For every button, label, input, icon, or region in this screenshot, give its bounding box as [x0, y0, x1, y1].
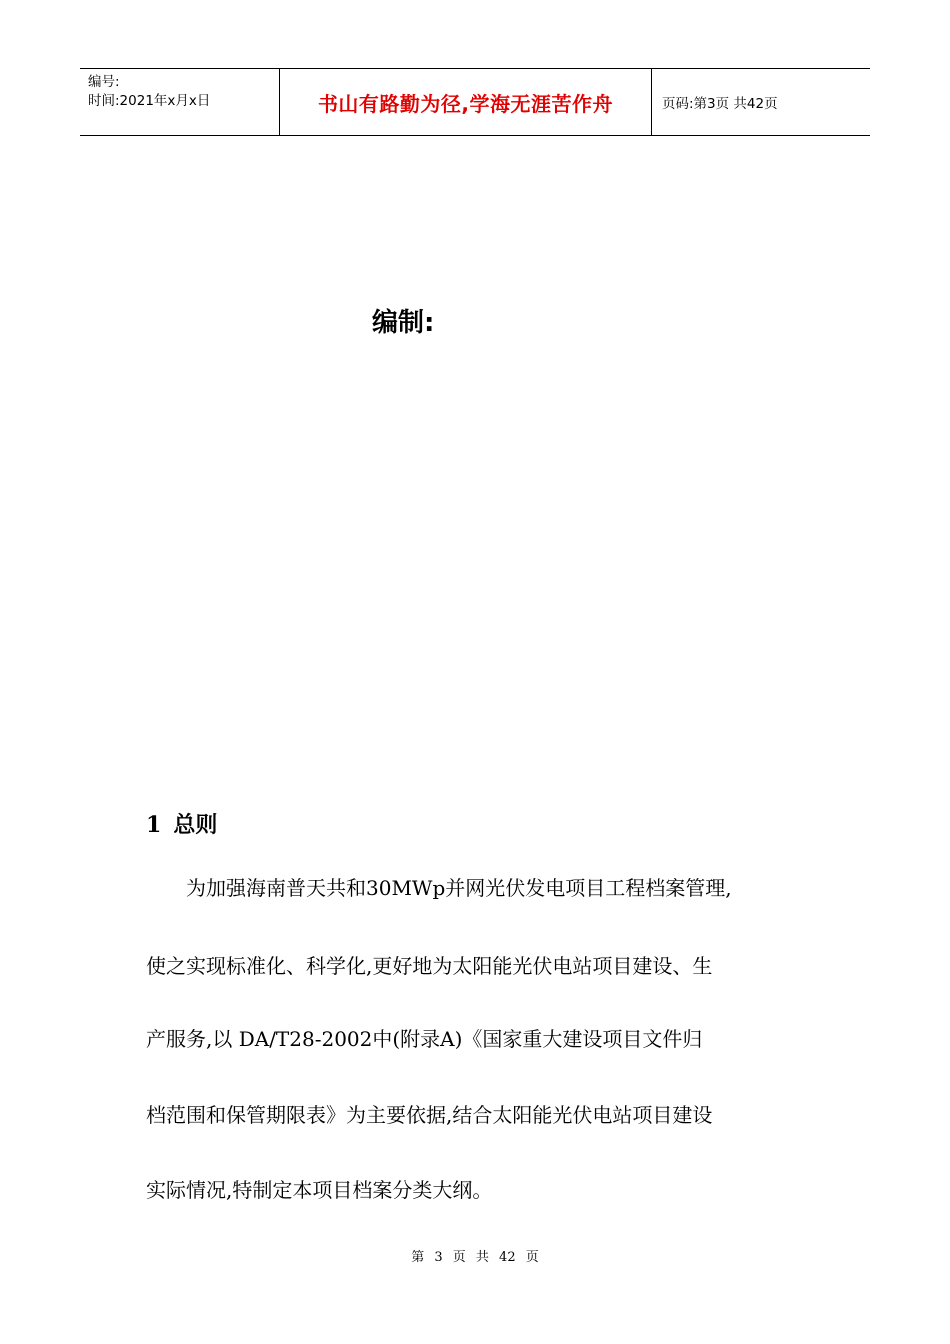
time-label: 时间:2021年x月x日 — [88, 93, 211, 109]
header-page-info: 页码:第3页 共42页 — [662, 96, 778, 112]
section-title: 总则 — [173, 812, 218, 838]
header-meta — [80, 69, 280, 135]
header-motto: 书山有路勤为径,学海无涯苦作舟 — [280, 69, 652, 135]
body-line: 使之实现标准化、科学化,更好地为太阳能光伏电站项目建设、生 — [146, 954, 713, 978]
section-number: 1 — [146, 812, 162, 838]
body-line: 为加强海南普天共和30MWp并网光伏发电项目工程档案管理, — [146, 876, 732, 900]
page-footer: 第 3 页 共 42 页 — [411, 1250, 539, 1265]
body-line: 产服务,以 DA/T28-2002中(附录A)《国家重大建设项目文件归 — [146, 1027, 703, 1051]
body-line: 实际情况,特制定本项目档案分类大纲。 — [146, 1178, 493, 1202]
section-heading — [146, 808, 217, 839]
compile-label: 编制: — [372, 308, 435, 338]
page-header — [80, 68, 870, 136]
number-label: 编号: — [88, 74, 120, 90]
body-line: 档范围和保管期限表》为主要依据,结合太阳能光伏电站项目建设 — [146, 1103, 713, 1127]
